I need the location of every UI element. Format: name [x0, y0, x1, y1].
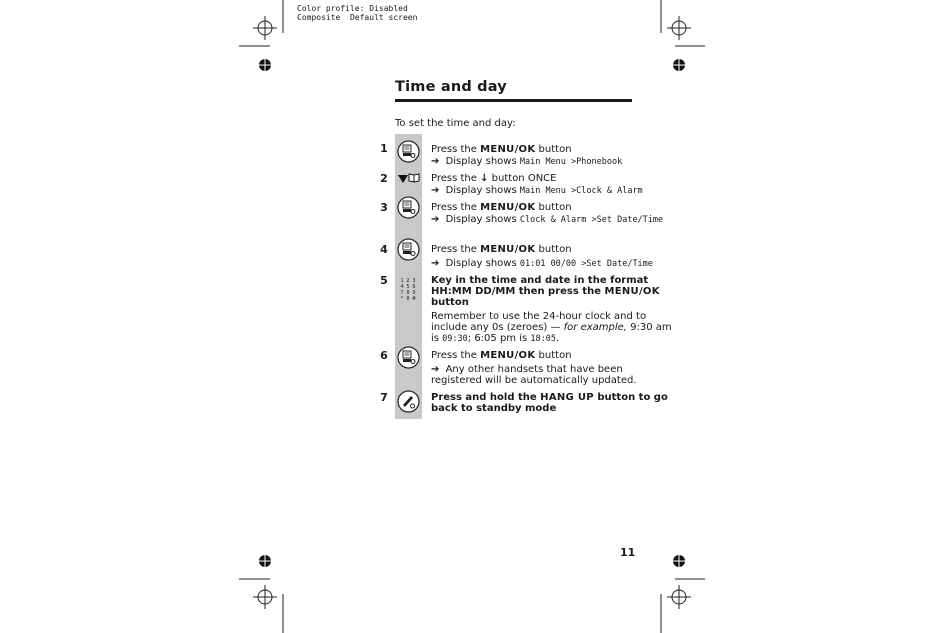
svg-text:1: 1	[400, 278, 404, 284]
header-line-2: Composite Default screen	[297, 13, 418, 22]
svg-text:9: 9	[412, 290, 416, 296]
step-6-note-2: registered will be automatically updated.	[431, 375, 637, 386]
svg-text:2: 2	[406, 278, 410, 284]
step-1-display: ➔ Display shows Main Menu >Phonebook	[431, 156, 623, 167]
svg-text:3: 3	[412, 278, 416, 284]
svg-text:#: #	[412, 296, 416, 301]
step-5-note-3: is 09:30; 6:05 pm is 18:05.	[431, 333, 560, 344]
title-rule	[395, 99, 632, 102]
step-3-instruction: Press the MENU/OK button	[431, 202, 572, 213]
menu-ok-button-icon	[397, 140, 420, 163]
keypad-icon	[398, 277, 418, 301]
step-5-line-3: button	[431, 297, 469, 308]
right-arrow-icon: ➔	[431, 214, 440, 225]
step-5-line-2: HH:MM DD/MM then press the MENU/OK	[431, 286, 660, 297]
menu-ok-button-icon	[397, 196, 420, 219]
step-1-number: 1	[380, 142, 388, 155]
svg-text:5: 5	[406, 284, 410, 290]
hang-up-button-icon	[397, 390, 420, 413]
right-arrow-icon: ➔	[431, 156, 440, 167]
step-5-number: 5	[380, 274, 388, 287]
svg-text:4: 4	[400, 284, 404, 290]
step-5-note-2: include any 0s (zeroes) — for example, 9:30 am	[431, 322, 672, 333]
step-6-instruction: Press the MENU/OK button	[431, 350, 572, 361]
step-5-note-1: Remember to use the 24-hour clock and to	[431, 311, 647, 322]
right-arrow-icon: ➔	[431, 258, 440, 269]
header-line-1: Color profile: Disabled	[297, 4, 408, 13]
svg-text:7: 7	[400, 290, 404, 296]
step-2-instruction: Press the ↓ button ONCE	[431, 173, 557, 184]
step-6-note-1: ➔ Any other handsets that have been	[431, 364, 623, 375]
step-2-number: 2	[380, 172, 388, 185]
step-3-number: 3	[380, 201, 388, 214]
svg-text:8: 8	[406, 290, 410, 296]
step-5-line-1: Key in the time and date in the format	[431, 275, 649, 286]
svg-text:*: *	[400, 296, 404, 301]
page-number: 11	[620, 546, 636, 559]
right-arrow-icon: ➔	[431, 364, 440, 375]
step-4-instruction: Press the MENU/OK button	[431, 244, 572, 255]
page-title: Time and day	[395, 79, 507, 95]
step-4-display: ➔ Display shows 01:01 00/00 >Set Date/Time	[431, 258, 653, 269]
svg-text:6: 6	[412, 284, 416, 290]
step-4-number: 4	[380, 243, 388, 256]
step-7-line-2: back to standby mode	[431, 403, 557, 414]
step-7-line-1: Press and hold the HANG UP button to go	[431, 392, 668, 403]
menu-ok-button-icon	[397, 238, 420, 261]
right-arrow-icon: ➔	[431, 185, 440, 196]
svg-text:0: 0	[406, 296, 410, 301]
step-7-number: 7	[380, 391, 388, 404]
down-arrow-book-icon	[397, 172, 421, 186]
menu-ok-button-icon	[397, 346, 420, 369]
intro-text: To set the time and day:	[395, 118, 516, 129]
down-arrow-glyph: ↓	[480, 173, 489, 184]
step-2-display: ➔ Display shows Main Menu >Clock & Alarm	[431, 185, 643, 196]
step-3-display: ➔ Display shows Clock & Alarm >Set Date/Time	[431, 214, 664, 225]
step-1-instruction: Press the MENU/OK button	[431, 144, 572, 155]
step-6-number: 6	[380, 349, 388, 362]
